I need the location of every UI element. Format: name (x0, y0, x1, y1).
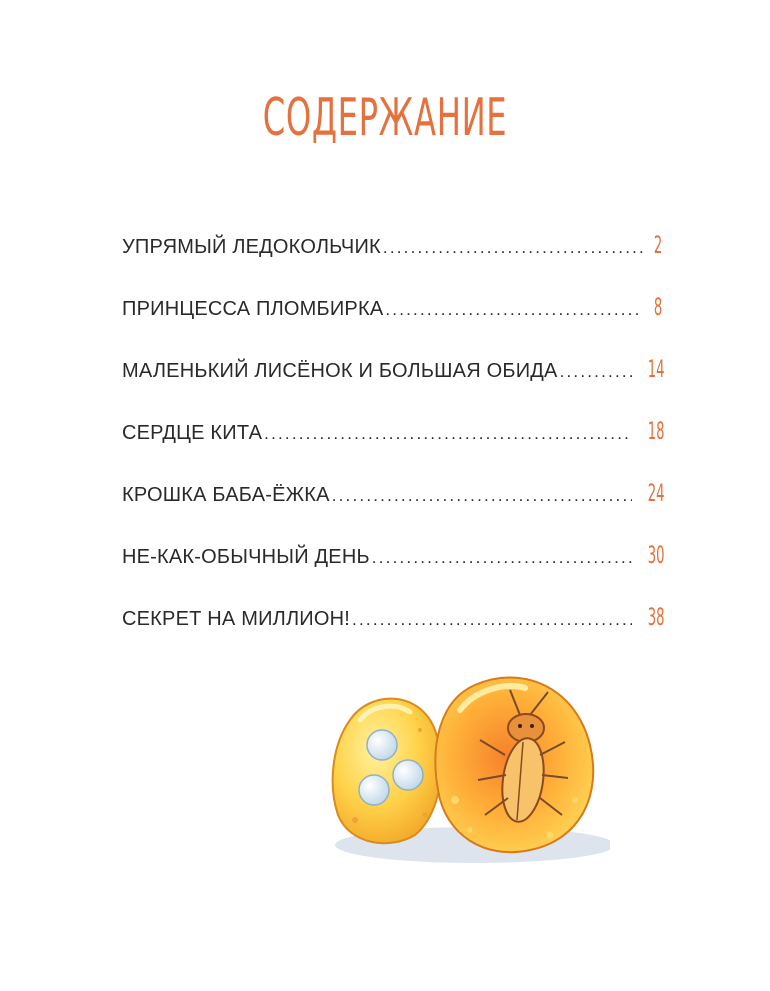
toc-entry[interactable] (122, 287, 662, 349)
page-title: СОДЕРЖАНИЕ (262, 88, 508, 148)
toc-page-number: 18 (647, 417, 665, 445)
toc-page-number: 38 (647, 603, 665, 631)
toc-leader-dots (264, 414, 632, 454)
toc-entry-title: НЕ-КАК-ОБЫЧНЫЙ ДЕНЬ (122, 546, 370, 568)
small-amber-stone (333, 699, 442, 844)
toc-leader-dots (560, 352, 632, 392)
toc-leader-dots (385, 290, 642, 330)
toc-entry[interactable] (122, 225, 662, 287)
toc-entry-title: СЕКРЕТ НА МИЛЛИОН! (122, 608, 351, 630)
toc-entry-title: ПРИНЦЕССА ПЛОМБИРКА (122, 298, 384, 320)
pearl (393, 760, 423, 790)
toc-leader-dots (372, 538, 632, 578)
toc-entry-title: СЕРДЦЕ КИТА (122, 422, 263, 444)
toc-entry-title: УПРЯМЫЙ ЛЕДОКОЛЬЧИК (122, 236, 381, 258)
table-of-contents (122, 225, 665, 659)
pearl (359, 775, 389, 805)
toc-entry[interactable] (122, 473, 665, 535)
toc-entry[interactable] (122, 349, 665, 411)
amber-stones-illustration (310, 650, 610, 870)
toc-leader-dots (352, 600, 632, 640)
pearl (367, 730, 397, 760)
toc-page-number: 30 (647, 541, 665, 569)
toc-entry[interactable] (122, 535, 665, 597)
big-amber-stone (435, 678, 593, 853)
toc-page-number: 24 (647, 479, 665, 507)
toc-entry-title: КРОШКА БАБА-ЁЖКА (122, 484, 330, 506)
toc-leader-dots (383, 228, 643, 268)
toc-page-number: 14 (647, 355, 665, 383)
toc-entry[interactable] (122, 411, 665, 473)
toc-leader-dots (332, 476, 632, 516)
toc-entry-title: МАЛЕНЬКИЙ ЛИСЁНОК И БОЛЬШАЯ ОБИДА (122, 360, 558, 382)
toc-page-number: 2 (653, 231, 662, 259)
toc-page-number: 8 (653, 293, 662, 321)
